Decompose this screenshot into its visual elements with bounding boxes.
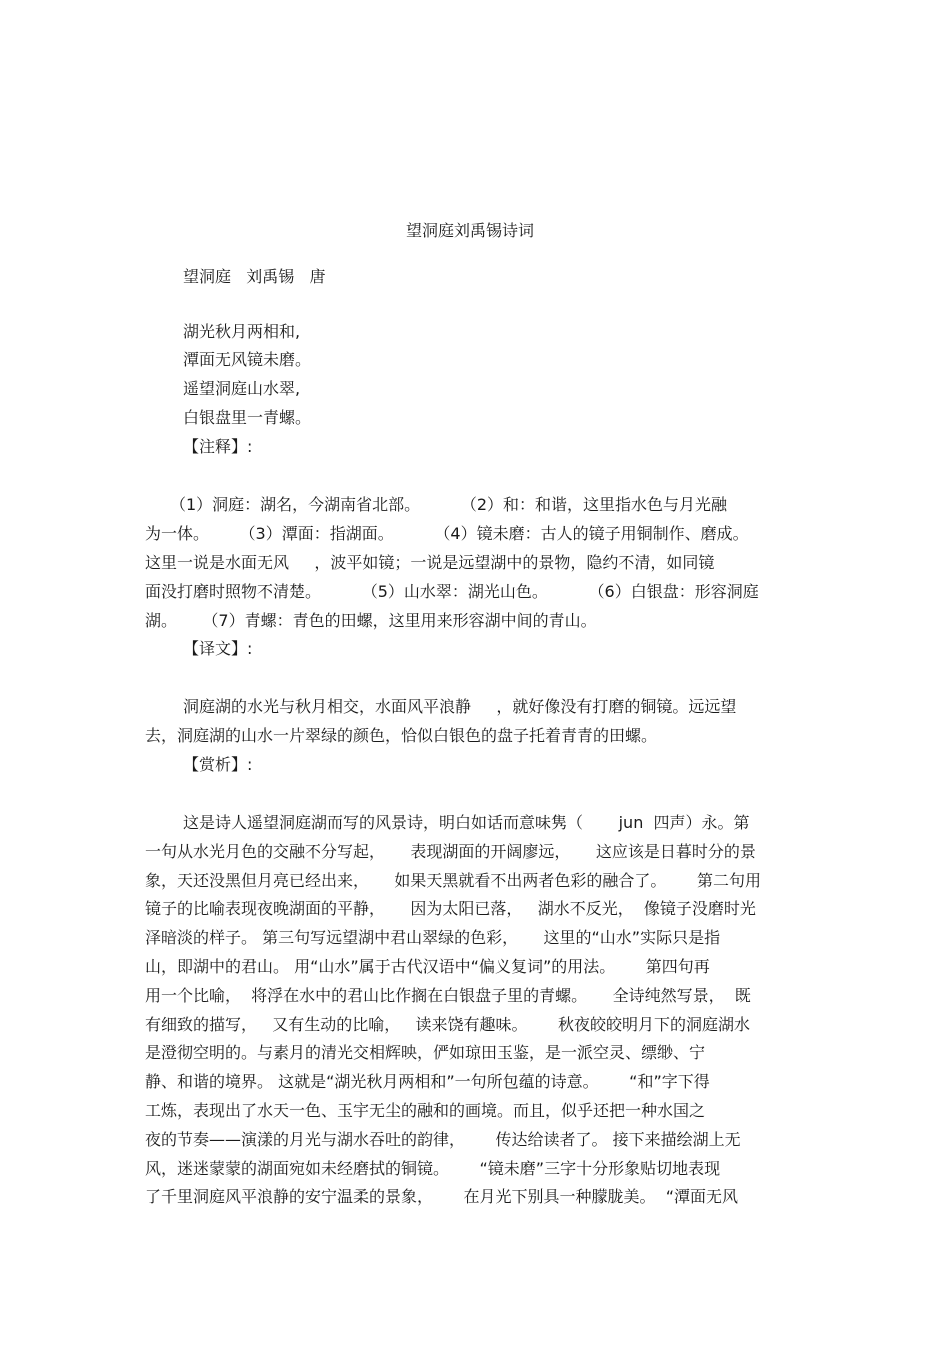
appreciation-line: 用一个比喻， 将浮在水中的君山比作搁在白银盘子里的青螺。 全诗纯然写景， 既 <box>145 986 751 1005</box>
notes-line: 这里一说是水面无风 ，波平如镜；一说是远望湖中的景物，隐约不清，如同镜 <box>145 553 715 572</box>
appreciation-line: 这是诗人遥望洞庭湖而写的风景诗，明白如话而意味隽（ jun 四声）永。第 <box>183 813 750 832</box>
translation-line: 去，洞庭湖的山水一片翠绿的颜色，恰似白银色的盘子托着青青的田螺。 <box>145 726 658 745</box>
notes-line: 为一体。 （3）潭面：指湖面。 （4）镜未磨：古人的镜子用铜制作、磨成。 <box>145 524 749 543</box>
appreciation-line: 泽暗淡的样子。 第三句写远望湖中君山翠绿的色彩， 这里的“山水”实际只是指 <box>145 928 721 947</box>
poem-line-2: 潭面无风镜未磨。 <box>183 350 312 369</box>
appreciation-line: 镜子的比喻表现夜晚湖面的平静， 因为太阳已落， 湖水不反光， 像镜子没磨时光 <box>145 899 756 918</box>
poem-line-1: 湖光秋月两相和, <box>183 322 301 341</box>
appreciation-line: 静、和谐的境界。 这就是“湖光秋月两相和”一句所包蕴的诗意。 “和”字下得 <box>145 1072 710 1091</box>
appreciation-line: 有细致的描写， 又有生动的比喻， 读来饶有趣味。 秋夜皎皎明月下的洞庭湖水 <box>145 1015 751 1034</box>
poem-line-4: 白银盘里一青螺。 <box>183 408 312 427</box>
translation-line: 洞庭湖的水光与秋月相交，水面风平浪静 ，就好像没有打磨的铜镜。远远望 <box>183 697 737 716</box>
appreciation-line: 象，天还没黑但月亮已经出来， 如果天黑就看不出两者色彩的融合了。 第二句用 <box>145 871 761 890</box>
notes-line: （1）洞庭：湖名，今湖南省北部。 （2）和：和谐，这里指水色与月光融 <box>170 495 728 514</box>
appreciation-line: 一句从水光月色的交融不分写起， 表现湖面的开阔廖远， 这应该是日暮时分的景 <box>145 842 756 861</box>
appreciation-line: 风，迷迷蒙蒙的湖面宛如未经磨拭的铜镜。 “镜未磨”三字十分形象贴切地表现 <box>145 1159 721 1178</box>
appreciation-line: 工炼，表现出了水天一色、玉宇无尘的融和的画境。而且，似乎还把一种水国之 <box>145 1101 706 1120</box>
byline: 望洞庭 刘禹锡 唐 <box>183 267 326 286</box>
appreciation-heading: 【赏析】: <box>183 755 253 774</box>
appreciation-line: 夜的节奏——演漾的月光与湖水吞吐的韵律， 传达给读者了。 接下来描绘湖上无 <box>145 1130 741 1149</box>
poem-line-3: 遥望洞庭山水翠, <box>183 379 301 398</box>
appreciation-line: 是澄彻空明的。与素月的清光交相辉映，俨如琼田玉鉴，是一派空灵、缥缈、宁 <box>145 1043 706 1062</box>
document-title: 望洞庭刘禹锡诗词 <box>405 221 534 240</box>
translation-heading: 【译文】: <box>183 639 253 658</box>
notes-line: 湖。 （7）青螺：青色的田螺，这里用来形容湖中间的青山。 <box>145 611 597 630</box>
appreciation-line: 了千里洞庭风平浪静的安宁温柔的景象， 在月光下别具一种朦胧美。 “潭面无风 <box>145 1187 738 1206</box>
notes-heading: 【注释】: <box>183 437 253 456</box>
appreciation-line: 山，即湖中的君山。 用“山水”属于古代汉语中“偏义复词”的用法。 第四句再 <box>145 957 710 976</box>
notes-line: 面没打磨时照物不清楚。 （5）山水翠：湖光山色。 （6）白银盘：形容洞庭 <box>145 582 759 601</box>
